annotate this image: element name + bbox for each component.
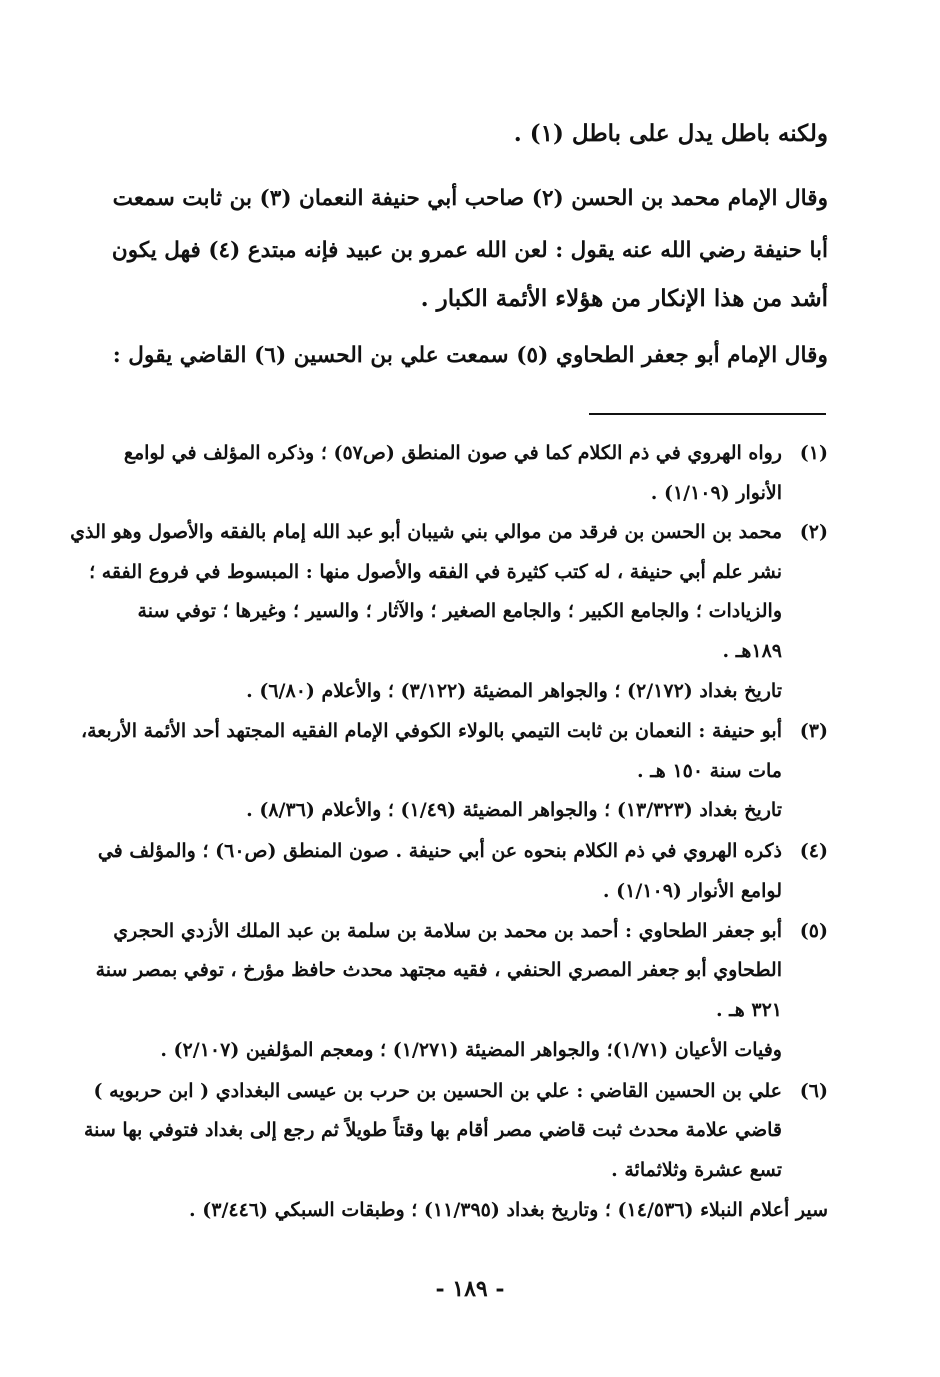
footnote-line: محمد بن الحسن بن فرقد من موالي بني شيبان أبو عبد الله إمام بالفقه والأصول وهو الذي	[70, 521, 782, 543]
footnote-line: وفيات الأعيان (١/٧١)؛ والجواهر المضيئة (١/٢٧١) ؛ ومعجم المؤلفين (٢/١٠٧) .	[160, 1039, 782, 1061]
footnote-line: مات سنة ١٥٠ هـ .	[637, 760, 782, 782]
footnote-number: (٢)	[799, 521, 828, 543]
footnote-line: الطحاوي أبو جعفر المصري الحنفي ، فقيه مجتهد محدث حافظ مؤرخ ، توفي بمصر سنة	[95, 959, 782, 981]
footnote-number: (١)	[799, 442, 828, 464]
footnote-number: (٥)	[799, 920, 828, 942]
footnote-number: (٦)	[799, 1080, 828, 1102]
page-number: - ١٨٩ -	[435, 1276, 505, 1302]
footnote-line: الأنوار (١/١٠٩) .	[650, 482, 782, 504]
footnote-line: علي بن الحسين القاضي : علي بن الحسين بن حرب بن عيسى البغدادي ( ابن حربويه )	[93, 1080, 782, 1102]
footnote-line: أبو جعفر الطحاوي : أحمد بن محمد بن سلامة بن سلمة بن عبد الملك الأزدي الحجري	[113, 920, 782, 942]
main-text-line: أشد من هذا الإنكار من هؤلاء الأئمة الكبار .	[420, 285, 828, 312]
main-text-line: أبا حنيفة رضي الله عنه يقول : لعن الله عمرو بن عبيد فإنه مبتدع (٤) فهل يكون	[111, 238, 828, 263]
footnote-line: سير أعلام النبلاء (١٤/٥٣٦) ؛ وتاريخ بغداد (١١/٣٩٥) ؛ وطبقات السبكي (٣/٤٤٦) .	[189, 1199, 828, 1221]
footnote-line: تاريخ بغداد (٢/١٧٢) ؛ والجواهر المضيئة (٣/١٢٢) ؛ والأعلام (٦/٨٠) .	[246, 680, 782, 702]
footnote-separator	[589, 413, 826, 415]
main-text-line: ولكنه باطل يدل على باطل (١) .	[513, 120, 828, 147]
footnote-line: لوامع الأنوار (١/١٠٩) .	[602, 880, 782, 902]
footnote-line: أبو حنيفة : النعمان بن ثابت التيمي بالولاء الكوفي الإمام الفقيه المجتهد أحد الأئمة الأربعة،	[80, 720, 782, 742]
footnote-line: ذكره الهروي في ذم الكلام بنحوه عن أبي حنيفة . صون المنطق (ص٦٠) ؛ والمؤلف في	[97, 840, 782, 862]
main-text-line: وقال الإمام محمد بن الحسن (٢) صاحب أبي حنيفة النعمان (٣) بن ثابت سمعت	[112, 186, 828, 211]
main-text-line: وقال الإمام أبو جعفر الطحاوي (٥) سمعت علي بن الحسين (٦) القاضي يقول :	[112, 343, 828, 368]
footnote-line: ١٨٩هـ .	[722, 640, 782, 662]
footnote-line: رواه الهروي في ذم الكلام كما في صون المنطق (ص٥٧) ؛ وذكره المؤلف في لوامع	[123, 442, 782, 464]
footnote-line: نشر علم أبي حنيفة ، له كتب كثيرة في الفقه والأصول منها : المبسوط في فروع الفقه ؛	[89, 561, 782, 583]
footnote-line: قاضي علامة محدث ثبت قاضي مصر أقام بها وقتاً طويلاً ثم رجع إلى بغداد فتوفي بها سنة	[83, 1119, 782, 1141]
footnote-line: والزيادات ؛ والجامع الكبير ؛ والجامع الصغير ؛ والآثار ؛ والسير ؛ وغيرها ؛ توفي سنة	[137, 600, 782, 622]
footnote-number: (٤)	[799, 840, 828, 862]
footnote-line: تسع عشرة وثلاثمائة .	[611, 1159, 782, 1181]
footnote-number: (٣)	[799, 720, 828, 742]
footnote-line: ٣٢١ هـ .	[715, 999, 782, 1021]
footnote-line: تاريخ بغداد (١٣/٣٢٣) ؛ والجواهر المضيئة (١/٤٩) ؛ والأعلام (٨/٣٦) .	[246, 799, 782, 821]
